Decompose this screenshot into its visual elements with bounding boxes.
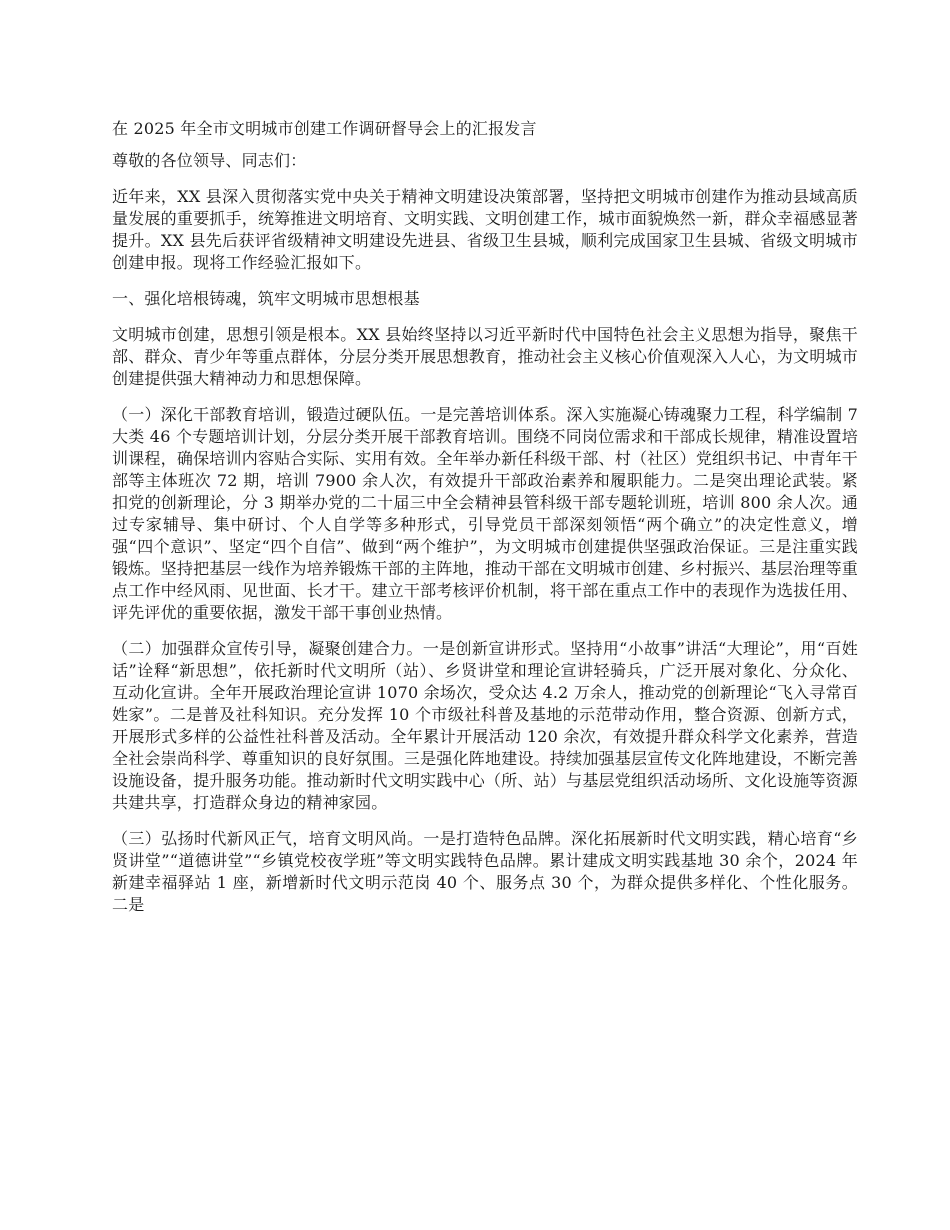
paragraph-civilized-customs: （三）弘扬时代新风正气，培育文明风尚。一是打造特色品牌。深化拓展新时代文明实践，精心培育“乡贤讲堂”“道德讲堂”“乡镇党校夜学班”等文明实践特色品牌。累计建成文明实践基地 30 余个，2024 年新建幸福驿站 1 座，新增新时代文明示范岗 40 个、服务点 30 个，为群众提供多样化、个性化服务。二是 <box>112 829 858 914</box>
salutation: 尊敬的各位领导、同志们： <box>112 151 307 170</box>
paragraph-public-guidance: （二）加强群众宣传引导，凝聚创建合力。一是创新宣讲形式。坚持用“小故事”讲活“大理论”，用“百姓话”诠释“新思想”，依托新时代文明所（站）、乡贤讲堂和理论宣讲轻骑兵，广泛开展对象化、分众化、互动化宣讲。全年开展政治理论宣讲 1070 余场次，受众达 4.2 万余人，推动党的创新理论“飞入寻常百姓家”。二是普及社科知识。充分发挥 10 个市级社科普及基地的示范带动作用，整合资源、创新方式，开展形式多样的公益性社科普及活动。全年累计开展活动 120 余次，有效提升群众科学文化素养，营造全社会崇尚科学、尊重知识的良好氛围。三是强化阵地建设。持续加强基层宣传文化阵地建设，不断完善设施设备，提升服务功能。推动新时代文明实践中心（所、站）与基层党组织活动场所、文化设施等资源共建共享，打造群众身边的精神家园。 <box>112 639 858 812</box>
section-heading-1: 一、强化培根铸魂，筑牢文明城市思想根基 <box>112 289 420 308</box>
document-page <box>112 118 858 930</box>
paragraph-section-1-intro: 文明城市创建，思想引领是根本。XX 县始终坚持以习近平新时代中国特色社会主义思想为指导，聚焦干部、群众、青少年等重点群体，分层分类开展思想教育，推动社会主义核心价值观深入人心，为文明城市创建提供强大精神动力和思想保障。 <box>112 325 858 388</box>
paragraph-cadre-training: （一）深化干部教育培训，锻造过硬队伍。一是完善培训体系。深入实施凝心铸魂聚力工程，科学编制 7 大类 46 个专题培训计划，分层分类开展干部教育培训。围绕不同岗位需求和干部成长规律，精准设置培训课程，确保培训内容贴合实际、实用有效。全年举办新任科级干部、村（社区）党组织书记、中青年干部等主体班次 72 期，培训 7900 余人次，有效提升干部政治素养和履职能力。二是突出理论武装。紧扣党的创新理论，分 3 期举办党的二十届三中全会精神县管科级干部专题轮训班，培训 800 余人次。通过专家辅导、集中研讨、个人自学等多种形式，引导党员干部深刻领悟“两个确立”的决定性意义，增强“四个意识”、坚定“四个自信”、做到“两个维护”，为文明城市创建提供坚强政治保证。三是注重实践锻炼。坚持把基层一线作为培养锻炼干部的主阵地，推动干部在文明城市创建、乡村振兴、基层治理等重点工作中经风雨、见世面、长才干。建立干部考核评价机制，将干部在重点工作中的表现作为选拔任用、评先评优的重要依据，激发干部干事创业热情。 <box>112 405 858 622</box>
paragraph-intro: 近年来，XX 县深入贯彻落实党中央关于精神文明建设决策部署，坚持把文明城市创建作为推动县域高质量发展的重要抓手，统筹推进文明培育、文明实践、文明创建工作，城市面貌焕然一新，群众幸福感显著提升。XX 县先后获评省级精神文明建设先进县、省级卫生县城，顺利完成国家卫生县城、省级文明城市创建申报。现将工作经验汇报如下。 <box>112 187 858 272</box>
document-title: 在 2025 年全市文明城市创建工作调研督导会上的汇报发言 <box>112 119 537 138</box>
